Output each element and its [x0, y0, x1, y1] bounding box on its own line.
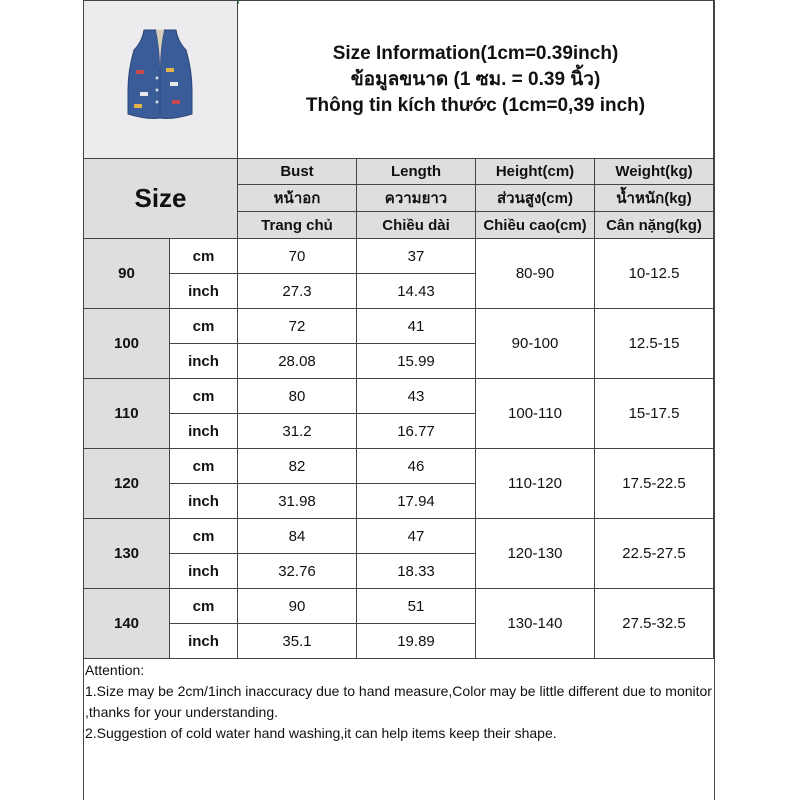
length-cm: 37: [357, 239, 476, 274]
unit-cm: cm: [170, 239, 238, 274]
column-header-weight-th: น้ำหนัก(kg): [595, 185, 714, 212]
length-inch: 16.77: [357, 414, 476, 449]
length-cm: 47: [357, 519, 476, 554]
length-inch: 17.94: [357, 484, 476, 519]
height-range: 80-90: [476, 239, 595, 309]
unit-cm: cm: [170, 519, 238, 554]
length-cm: 41: [357, 309, 476, 344]
length-inch: 19.89: [357, 624, 476, 659]
length-inch: 14.43: [357, 274, 476, 309]
title-block: [238, 1, 714, 159]
title-thai: ข้อมูลขนาด (1 ซม. = 0.39 นิ้ว): [350, 68, 601, 90]
column-header-bust-en: Bust: [238, 159, 357, 185]
bust-inch: 27.3: [238, 274, 357, 309]
table-row: [84, 239, 714, 274]
title-vietnamese: Thông tin kích thước (1cm=0,39 inch): [305, 94, 646, 116]
size-label: 110: [84, 379, 170, 449]
table-row: [84, 309, 714, 344]
title-english: Size Information(1cm=0.39inch): [332, 42, 619, 64]
unit-inch: inch: [170, 624, 238, 659]
note-item-2: 2.Suggestion of cold water hand washing,it can help items keep their shape.: [85, 725, 557, 741]
table-row: [84, 449, 714, 484]
column-header-bust-th: หน้าอก: [238, 185, 357, 212]
length-inch: 18.33: [357, 554, 476, 589]
note-item-1: 1.Size may be 2cm/1inch inaccuracy due to hand measure,Color may be little different due to monitor ,thanks for your understanding.: [85, 683, 712, 720]
height-range: 110-120: [476, 449, 595, 519]
bust-cm: 90: [238, 589, 357, 624]
bust-cm: 84: [238, 519, 357, 554]
column-header-length-en: Length: [357, 159, 476, 185]
height-range: 130-140: [476, 589, 595, 659]
bust-inch: 28.08: [238, 344, 357, 379]
bust-cm: 80: [238, 379, 357, 414]
size-label: 90: [84, 239, 170, 309]
table-row: [84, 519, 714, 554]
weight-range: 22.5-27.5: [595, 519, 714, 589]
unit-inch: inch: [170, 554, 238, 589]
height-range: 120-130: [476, 519, 595, 589]
unit-inch: inch: [170, 274, 238, 309]
length-cm: 51: [357, 589, 476, 624]
unit-inch: inch: [170, 344, 238, 379]
length-cm: 43: [357, 379, 476, 414]
height-range: 100-110: [476, 379, 595, 449]
table-row: [84, 589, 714, 624]
weight-range: 10-12.5: [595, 239, 714, 309]
bust-cm: 70: [238, 239, 357, 274]
weight-range: 12.5-15: [595, 309, 714, 379]
size-header: Size: [84, 159, 238, 239]
column-header-weight-en: Weight(kg): [595, 159, 714, 185]
bust-cm: 72: [238, 309, 357, 344]
bust-inch: 35.1: [238, 624, 357, 659]
length-inch: 15.99: [357, 344, 476, 379]
column-header-length-th: ความยาว: [357, 185, 476, 212]
size-label: 130: [84, 519, 170, 589]
length-cm: 46: [357, 449, 476, 484]
size-label: 120: [84, 449, 170, 519]
weight-range: 15-17.5: [595, 379, 714, 449]
weight-range: 27.5-32.5: [595, 589, 714, 659]
unit-inch: inch: [170, 414, 238, 449]
column-header-bust-vi: Trang chủ: [238, 212, 357, 239]
size-label: 100: [84, 309, 170, 379]
bust-inch: 31.98: [238, 484, 357, 519]
bust-inch: 31.2: [238, 414, 357, 449]
unit-cm: cm: [170, 449, 238, 484]
size-label: 140: [84, 589, 170, 659]
unit-cm: cm: [170, 309, 238, 344]
weight-range: 17.5-22.5: [595, 449, 714, 519]
column-header-length-vi: Chiều dài: [357, 212, 476, 239]
column-header-height-en: Height(cm): [476, 159, 595, 185]
product-photo-cell: [84, 1, 238, 159]
unit-cm: cm: [170, 589, 238, 624]
unit-cm: cm: [170, 379, 238, 414]
height-range: 90-100: [476, 309, 595, 379]
notes-heading: Attention:: [85, 662, 145, 678]
bust-cm: 82: [238, 449, 357, 484]
column-header-height-th: ส่วนสูง(cm): [476, 185, 595, 212]
column-header-height-vi: Chiều cao(cm): [476, 212, 595, 239]
unit-inch: inch: [170, 484, 238, 519]
table-row: [84, 379, 714, 414]
vest-icon: [84, 2, 236, 158]
column-header-weight-vi: Cân nặng(kg): [595, 212, 714, 239]
size-chart-table: [83, 0, 714, 659]
attention-notes: [85, 660, 713, 744]
bust-inch: 32.76: [238, 554, 357, 589]
